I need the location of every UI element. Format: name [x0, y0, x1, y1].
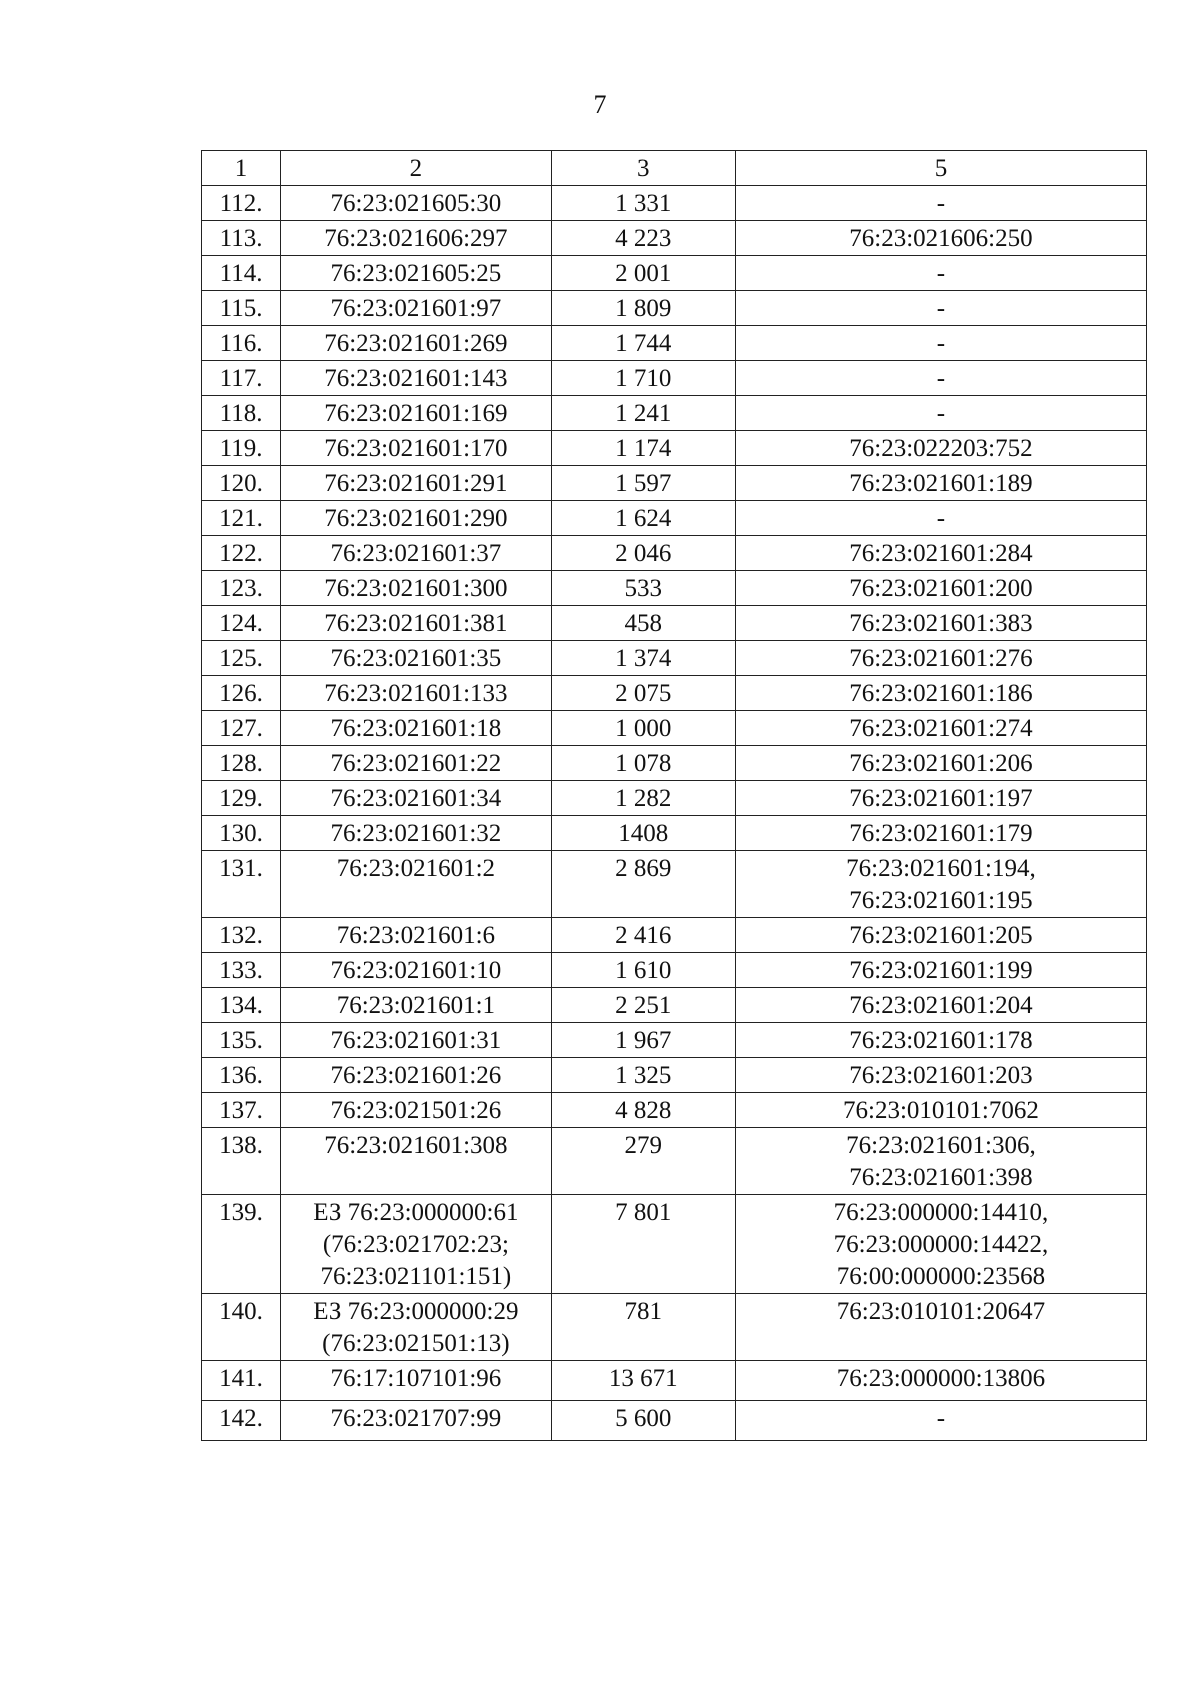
- area-value: 1 331: [551, 186, 735, 221]
- row-number: 129.: [202, 781, 281, 816]
- related-objects-line: 76:23:021601:199: [849, 957, 1033, 984]
- cadastral-number: [281, 571, 552, 606]
- area-value: 1 967: [551, 1023, 735, 1058]
- related-objects: [735, 501, 1146, 536]
- area-value: 7 801: [551, 1195, 735, 1294]
- cadastral-number-line: 76:23:021601:169: [324, 400, 508, 427]
- table-row: [202, 1401, 1147, 1441]
- row-number: 125.: [202, 641, 281, 676]
- cadastral-number: [281, 256, 552, 291]
- cadastral-number: [281, 953, 552, 988]
- related-objects: [735, 1128, 1146, 1195]
- related-objects: [735, 571, 1146, 606]
- related-objects-line: 76:23:021601:179: [849, 820, 1033, 847]
- table-row: [202, 1093, 1147, 1128]
- area-value: 1 374: [551, 641, 735, 676]
- table-row: [202, 221, 1147, 256]
- related-objects-line: 76:23:010101:20647: [836, 1298, 1046, 1325]
- row-number: 131.: [202, 851, 281, 918]
- cadastral-number-line: 76:23:021601:37: [330, 540, 502, 567]
- cadastral-number: [281, 606, 552, 641]
- table-row: [202, 186, 1147, 221]
- related-objects: [735, 711, 1146, 746]
- row-number: 141.: [202, 1361, 281, 1401]
- related-objects-line: 76:23:021601:276: [849, 645, 1033, 672]
- area-value: 279: [551, 1128, 735, 1195]
- cadastral-number-line: 76:23:021601:1: [336, 992, 496, 1019]
- table-row: [202, 918, 1147, 953]
- row-number: 116.: [202, 326, 281, 361]
- cadastral-number-line: 76:23:021601:269: [324, 330, 508, 357]
- area-value: 1 241: [551, 396, 735, 431]
- row-number: 136.: [202, 1058, 281, 1093]
- area-value: 1 078: [551, 746, 735, 781]
- header-cell-2: 2: [281, 151, 552, 186]
- cadastral-number-line: 76:23:021501:26: [330, 1097, 502, 1124]
- related-objects-line: 76:23:021601:206: [849, 750, 1033, 777]
- related-objects-line: 76:23:021601:186: [849, 680, 1033, 707]
- table-row: [202, 1361, 1147, 1401]
- cadastral-number-line: 76:23:021601:31: [330, 1027, 502, 1054]
- area-value: 4 223: [551, 221, 735, 256]
- cadastral-number-line: 76:23:021605:30: [330, 190, 502, 217]
- cadastral-number: [281, 1294, 552, 1361]
- related-objects-line: -: [936, 260, 946, 287]
- related-objects: [735, 851, 1146, 918]
- area-value: 4 828: [551, 1093, 735, 1128]
- row-number: 117.: [202, 361, 281, 396]
- cadastral-number: [281, 641, 552, 676]
- row-number: 126.: [202, 676, 281, 711]
- row-number: 118.: [202, 396, 281, 431]
- related-objects-line: 76:23:021601:274: [849, 715, 1033, 742]
- cadastral-number: [281, 781, 552, 816]
- related-objects-line: -: [936, 295, 946, 322]
- table-row: [202, 676, 1147, 711]
- related-objects: [735, 1195, 1146, 1294]
- table-row: [202, 606, 1147, 641]
- cadastral-number-line: 76:23:021601:34: [330, 785, 502, 812]
- row-number: 120.: [202, 466, 281, 501]
- related-objects: [735, 641, 1146, 676]
- cadastral-number: [281, 501, 552, 536]
- cadastral-number: [281, 918, 552, 953]
- row-number: 128.: [202, 746, 281, 781]
- area-value: 2 001: [551, 256, 735, 291]
- header-cell-1: 1: [202, 151, 281, 186]
- related-objects: [735, 361, 1146, 396]
- related-objects: [735, 1361, 1146, 1401]
- related-objects: [735, 186, 1146, 221]
- related-objects-line: 76:23:010101:7062: [843, 1097, 1039, 1124]
- area-value: 533: [551, 571, 735, 606]
- area-value: 1 710: [551, 361, 735, 396]
- table-row: [202, 711, 1147, 746]
- related-objects-line: 76:23:021601:306,: [846, 1132, 1036, 1159]
- cadastral-number-line: 76:23:021601:6: [336, 922, 496, 949]
- cadastral-number-line: 76:23:021601:35: [330, 645, 502, 672]
- area-value: 1 325: [551, 1058, 735, 1093]
- row-number: 123.: [202, 571, 281, 606]
- table-row: [202, 1058, 1147, 1093]
- row-number: 137.: [202, 1093, 281, 1128]
- row-number: 127.: [202, 711, 281, 746]
- area-value: 2 046: [551, 536, 735, 571]
- table-row: [202, 1128, 1147, 1195]
- table-row: [202, 291, 1147, 326]
- cadastral-number-line: 76:23:021601:170: [324, 435, 508, 462]
- row-number: 142.: [202, 1401, 281, 1441]
- related-objects-line: -: [936, 400, 946, 427]
- related-objects: [735, 1401, 1146, 1441]
- table-row: [202, 326, 1147, 361]
- area-value: 1 282: [551, 781, 735, 816]
- table-row: [202, 571, 1147, 606]
- area-value: 5 600: [551, 1401, 735, 1441]
- related-objects-line: 76:23:021601:197: [849, 785, 1033, 812]
- row-number: 113.: [202, 221, 281, 256]
- cadastral-number: [281, 291, 552, 326]
- related-objects-line: 76:23:021601:205: [849, 922, 1033, 949]
- related-objects-line: 76:23:000000:13806: [836, 1365, 1046, 1392]
- cadastral-number: [281, 816, 552, 851]
- area-value: 1 000: [551, 711, 735, 746]
- related-objects-line: -: [936, 1405, 946, 1432]
- area-value: 1 610: [551, 953, 735, 988]
- area-value: 2 075: [551, 676, 735, 711]
- area-value: 2 416: [551, 918, 735, 953]
- header-row: [202, 151, 1147, 186]
- related-objects-line: 76:23:000000:14422,: [833, 1231, 1049, 1258]
- table-row: [202, 536, 1147, 571]
- row-number: 133.: [202, 953, 281, 988]
- cadastral-number-line: 76:23:021601:97: [330, 295, 502, 322]
- cadastral-number-line: 76:23:021601:291: [324, 470, 508, 497]
- area-value: 781: [551, 1294, 735, 1361]
- related-objects: [735, 431, 1146, 466]
- related-objects: [735, 606, 1146, 641]
- table-row: [202, 501, 1147, 536]
- area-value: 1408: [551, 816, 735, 851]
- page-number: 7: [593, 90, 607, 119]
- related-objects: [735, 1093, 1146, 1128]
- related-objects-line: 76:00:000000:23568: [836, 1263, 1046, 1290]
- area-value: 1 624: [551, 501, 735, 536]
- land-plots-table: [201, 150, 1147, 1441]
- related-objects-line: -: [936, 330, 946, 357]
- row-number: 114.: [202, 256, 281, 291]
- related-objects-line: 76:23:021601:200: [849, 575, 1033, 602]
- related-objects-line: 76:23:000000:14410,: [833, 1199, 1049, 1226]
- cadastral-number-line: 76:23:021707:99: [330, 1405, 502, 1432]
- table-row: [202, 1294, 1147, 1361]
- cadastral-number-line: (76:23:021702:23;: [322, 1231, 509, 1258]
- related-objects-line: 76:23:021601:194,: [846, 855, 1036, 882]
- table-row: [202, 1023, 1147, 1058]
- area-value: 1 744: [551, 326, 735, 361]
- area-value: 1 174: [551, 431, 735, 466]
- table-row: [202, 466, 1147, 501]
- related-objects-line: 76:23:021601:398: [849, 1164, 1033, 1191]
- related-objects: [735, 1294, 1146, 1361]
- related-objects: [735, 536, 1146, 571]
- cadastral-number: [281, 186, 552, 221]
- cadastral-number-line: 76:23:021601:18: [330, 715, 502, 742]
- area-value: 13 671: [551, 1361, 735, 1401]
- related-objects-line: 76:23:021606:250: [849, 225, 1033, 252]
- related-objects: [735, 396, 1146, 431]
- row-number: 130.: [202, 816, 281, 851]
- related-objects-line: -: [936, 365, 946, 392]
- table-row: [202, 641, 1147, 676]
- cadastral-number: [281, 1093, 552, 1128]
- table-row: [202, 256, 1147, 291]
- related-objects: [735, 816, 1146, 851]
- cadastral-number: [281, 431, 552, 466]
- cadastral-number-line: 76:23:021101:151): [320, 1263, 512, 1290]
- cadastral-number-line: ЕЗ 76:23:000000:29: [313, 1298, 519, 1325]
- cadastral-number: [281, 746, 552, 781]
- cadastral-number: [281, 1361, 552, 1401]
- cadastral-number: [281, 711, 552, 746]
- table-row: [202, 396, 1147, 431]
- table-row: [202, 953, 1147, 988]
- related-objects-line: 76:23:021601:284: [849, 540, 1033, 567]
- cadastral-number-line: 76:23:021606:297: [324, 225, 508, 252]
- cadastral-number-line: 76:23:021601:32: [330, 820, 502, 847]
- row-number: 134.: [202, 988, 281, 1023]
- cadastral-number: [281, 466, 552, 501]
- row-number: 132.: [202, 918, 281, 953]
- related-objects: [735, 256, 1146, 291]
- row-number: 112.: [202, 186, 281, 221]
- related-objects-line: 76:23:021601:195: [849, 887, 1033, 914]
- related-objects: [735, 746, 1146, 781]
- cadastral-number-line: 76:23:021601:26: [330, 1062, 502, 1089]
- related-objects: [735, 676, 1146, 711]
- related-objects: [735, 221, 1146, 256]
- cadastral-number-line: 76:23:021605:25: [330, 260, 502, 287]
- area-value: 458: [551, 606, 735, 641]
- cadastral-number: [281, 851, 552, 918]
- table-row: [202, 431, 1147, 466]
- cadastral-number: [281, 536, 552, 571]
- cadastral-number-line: 76:17:107101:96: [330, 1365, 502, 1392]
- header-cell-3: 3: [551, 151, 735, 186]
- cadastral-number: [281, 1401, 552, 1441]
- related-objects: [735, 466, 1146, 501]
- related-objects: [735, 918, 1146, 953]
- cadastral-number: [281, 1058, 552, 1093]
- row-number: 121.: [202, 501, 281, 536]
- table-row: [202, 746, 1147, 781]
- cadastral-number: [281, 326, 552, 361]
- related-objects: [735, 291, 1146, 326]
- cadastral-number-line: 76:23:021601:290: [324, 505, 508, 532]
- cadastral-number-line: 76:23:021601:133: [324, 680, 508, 707]
- cadastral-number-line: 76:23:021601:22: [330, 750, 502, 777]
- cadastral-number-line: 76:23:021601:10: [330, 957, 502, 984]
- related-objects-line: -: [936, 190, 946, 217]
- cadastral-number-line: 76:23:021601:381: [324, 610, 508, 637]
- row-number: 139.: [202, 1195, 281, 1294]
- table-row: [202, 361, 1147, 396]
- cadastral-number: [281, 1023, 552, 1058]
- related-objects: [735, 988, 1146, 1023]
- cadastral-number-line: (76:23:021501:13): [322, 1330, 510, 1357]
- table-row: [202, 781, 1147, 816]
- cadastral-number-line: 76:23:021601:143: [324, 365, 508, 392]
- row-number: 140.: [202, 1294, 281, 1361]
- related-objects-line: 76:23:021601:203: [849, 1062, 1033, 1089]
- cadastral-number-line: 76:23:021601:2: [336, 855, 496, 882]
- cadastral-number: [281, 676, 552, 711]
- related-objects: [735, 953, 1146, 988]
- related-objects-line: 76:23:021601:383: [849, 610, 1033, 637]
- related-objects: [735, 1058, 1146, 1093]
- related-objects-line: 76:23:021601:204: [849, 992, 1033, 1019]
- cadastral-number-line: 76:23:021601:300: [324, 575, 508, 602]
- related-objects-line: 76:23:022203:752: [849, 435, 1033, 462]
- cadastral-number: [281, 396, 552, 431]
- header-cell-5: 5: [735, 151, 1146, 186]
- cadastral-number-line: 76:23:021601:308: [324, 1132, 508, 1159]
- area-value: 2 869: [551, 851, 735, 918]
- table-row: [202, 816, 1147, 851]
- area-value: 1 597: [551, 466, 735, 501]
- row-number: 119.: [202, 431, 281, 466]
- row-number: 122.: [202, 536, 281, 571]
- cadastral-number: [281, 221, 552, 256]
- table-row: [202, 1195, 1147, 1294]
- row-number: 138.: [202, 1128, 281, 1195]
- cadastral-number: [281, 1128, 552, 1195]
- row-number: 115.: [202, 291, 281, 326]
- table-body: [202, 151, 1147, 1441]
- cadastral-number: [281, 361, 552, 396]
- cadastral-number: [281, 988, 552, 1023]
- row-number: 135.: [202, 1023, 281, 1058]
- area-value: 2 251: [551, 988, 735, 1023]
- row-number: 124.: [202, 606, 281, 641]
- area-value: 1 809: [551, 291, 735, 326]
- related-objects: [735, 326, 1146, 361]
- table-row: [202, 988, 1147, 1023]
- related-objects: [735, 781, 1146, 816]
- related-objects-line: -: [936, 505, 946, 532]
- cadastral-number: [281, 1195, 552, 1294]
- table-row: [202, 851, 1147, 918]
- related-objects: [735, 1023, 1146, 1058]
- cadastral-number-line: ЕЗ 76:23:000000:61: [313, 1199, 519, 1226]
- related-objects-line: 76:23:021601:189: [849, 470, 1033, 497]
- related-objects-line: 76:23:021601:178: [849, 1027, 1033, 1054]
